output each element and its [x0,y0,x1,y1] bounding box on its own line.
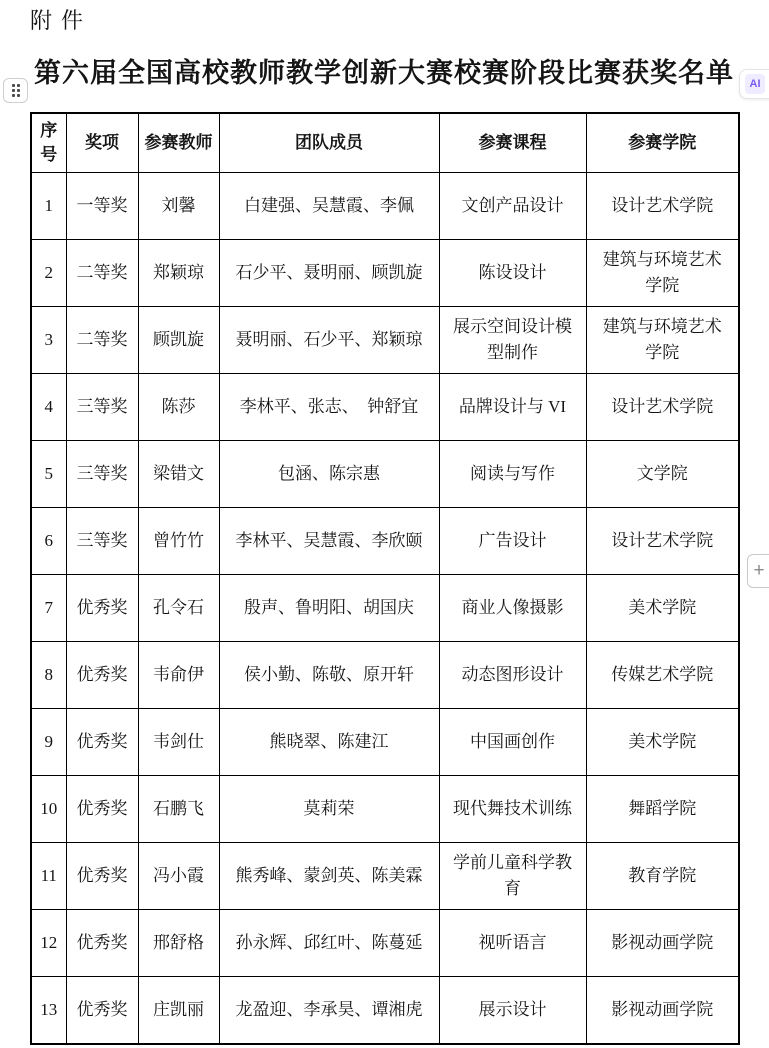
cell-award: 三等奖 [66,508,138,575]
cell-college: 传媒艺术学院 [586,642,739,709]
cell-team: 包涵、陈宗惠 [219,441,439,508]
cell-course: 广告设计 [439,508,586,575]
cell-team: 白建强、吴慧霞、李佩 [219,173,439,240]
cell-serial: 6 [31,508,66,575]
table-row [31,843,739,910]
cell-serial: 8 [31,642,66,709]
cell-serial: 7 [31,575,66,642]
six-dot-grid-icon [12,84,20,97]
table-row [31,307,739,374]
cell-teacher: 冯小霞 [138,843,219,910]
cell-award: 优秀奖 [66,709,138,776]
cell-college: 建筑与环境艺术学院 [586,307,739,374]
cell-course: 阅读与写作 [439,441,586,508]
cell-course: 动态图形设计 [439,642,586,709]
table-row [31,374,739,441]
cell-teacher: 顾凯旋 [138,307,219,374]
table-row [31,709,739,776]
cell-award: 一等奖 [66,173,138,240]
cell-serial: 12 [31,910,66,977]
cell-serial: 2 [31,240,66,307]
table-row [31,575,739,642]
cell-teacher: 刘馨 [138,173,219,240]
cell-team: 李林平、吴慧霞、李欣颐 [219,508,439,575]
cell-award: 优秀奖 [66,910,138,977]
cell-course: 品牌设计与 VI [439,374,586,441]
cell-course: 商业人像摄影 [439,575,586,642]
cell-college: 文学院 [586,441,739,508]
cell-award: 三等奖 [66,374,138,441]
cell-team: 熊秀峰、蒙剑英、陈美霖 [219,843,439,910]
page-title: 第六届全国高校教师教学创新大赛校赛阶段比赛获奖名单 [34,58,734,88]
col-header-team: 团队成员 [219,113,439,173]
cell-teacher: 韦俞伊 [138,642,219,709]
cell-serial: 3 [31,307,66,374]
cell-team: 殷声、鲁明阳、胡国庆 [219,575,439,642]
plus-icon: + [753,560,765,581]
ai-assistant-button[interactable] [739,69,769,99]
cell-college: 设计艺术学院 [586,173,739,240]
cell-teacher: 梁错文 [138,441,219,508]
table-row [31,441,739,508]
col-header-serial: 序号 [31,113,66,173]
col-header-award: 奖项 [66,113,138,173]
cell-team: 孙永辉、邱红叶、陈蔓延 [219,910,439,977]
cell-course: 中国画创作 [439,709,586,776]
cell-teacher: 庄凯丽 [138,977,219,1045]
table-row [31,240,739,307]
table-row [31,642,739,709]
cell-teacher: 石鹏飞 [138,776,219,843]
cell-award: 优秀奖 [66,575,138,642]
cell-team: 李林平、张志、 钟舒宜 [219,374,439,441]
cell-serial: 9 [31,709,66,776]
cell-team: 侯小勤、陈敬、原开轩 [219,642,439,709]
cell-course: 现代舞技术训练 [439,776,586,843]
cell-teacher: 郑颖琼 [138,240,219,307]
cell-teacher: 孔令石 [138,575,219,642]
cell-teacher: 邢舒格 [138,910,219,977]
col-header-college: 参赛学院 [586,113,739,173]
cell-team: 熊晓翠、陈建江 [219,709,439,776]
cell-award: 优秀奖 [66,843,138,910]
cell-course: 陈设设计 [439,240,586,307]
cell-team: 聂明丽、石少平、郑颖琼 [219,307,439,374]
cell-award: 优秀奖 [66,642,138,709]
cell-serial: 1 [31,173,66,240]
table-row [31,508,739,575]
cell-award: 二等奖 [66,307,138,374]
cell-course: 视听语言 [439,910,586,977]
col-header-course: 参赛课程 [439,113,586,173]
ai-icon: AI [745,74,765,94]
cell-serial: 5 [31,441,66,508]
table-row [31,910,739,977]
cell-college: 影视动画学院 [586,977,739,1045]
add-column-button[interactable] [747,554,769,588]
cell-team: 龙盈迎、李承昊、谭湘虎 [219,977,439,1045]
cell-award: 优秀奖 [66,977,138,1045]
cell-teacher: 韦剑仕 [138,709,219,776]
cell-serial: 10 [31,776,66,843]
table-body [31,173,739,1045]
award-table [30,112,740,1045]
cell-college: 影视动画学院 [586,910,739,977]
cell-team: 莫莉荣 [219,776,439,843]
table-row [31,977,739,1045]
cell-award: 优秀奖 [66,776,138,843]
cell-serial: 13 [31,977,66,1045]
cell-teacher: 曾竹竹 [138,508,219,575]
cell-college: 舞蹈学院 [586,776,739,843]
table-row [31,173,739,240]
cell-course: 展示设计 [439,977,586,1045]
cell-college: 美术学院 [586,575,739,642]
cell-award: 三等奖 [66,441,138,508]
col-header-teacher: 参赛教师 [138,113,219,173]
cell-college: 教育学院 [586,843,739,910]
cell-college: 建筑与环境艺术学院 [586,240,739,307]
attachment-label: 附件 [30,8,93,33]
cell-team: 石少平、聂明丽、顾凯旋 [219,240,439,307]
cell-course: 文创产品设计 [439,173,586,240]
cell-course: 学前儿童科学教育 [439,843,586,910]
header-row [31,113,739,173]
cell-college: 设计艺术学院 [586,374,739,441]
drag-handle-button[interactable] [3,78,28,103]
cell-college: 美术学院 [586,709,739,776]
cell-serial: 4 [31,374,66,441]
cell-award: 二等奖 [66,240,138,307]
cell-college: 设计艺术学院 [586,508,739,575]
cell-teacher: 陈莎 [138,374,219,441]
table-row [31,776,739,843]
cell-serial: 11 [31,843,66,910]
cell-course: 展示空间设计模型制作 [439,307,586,374]
